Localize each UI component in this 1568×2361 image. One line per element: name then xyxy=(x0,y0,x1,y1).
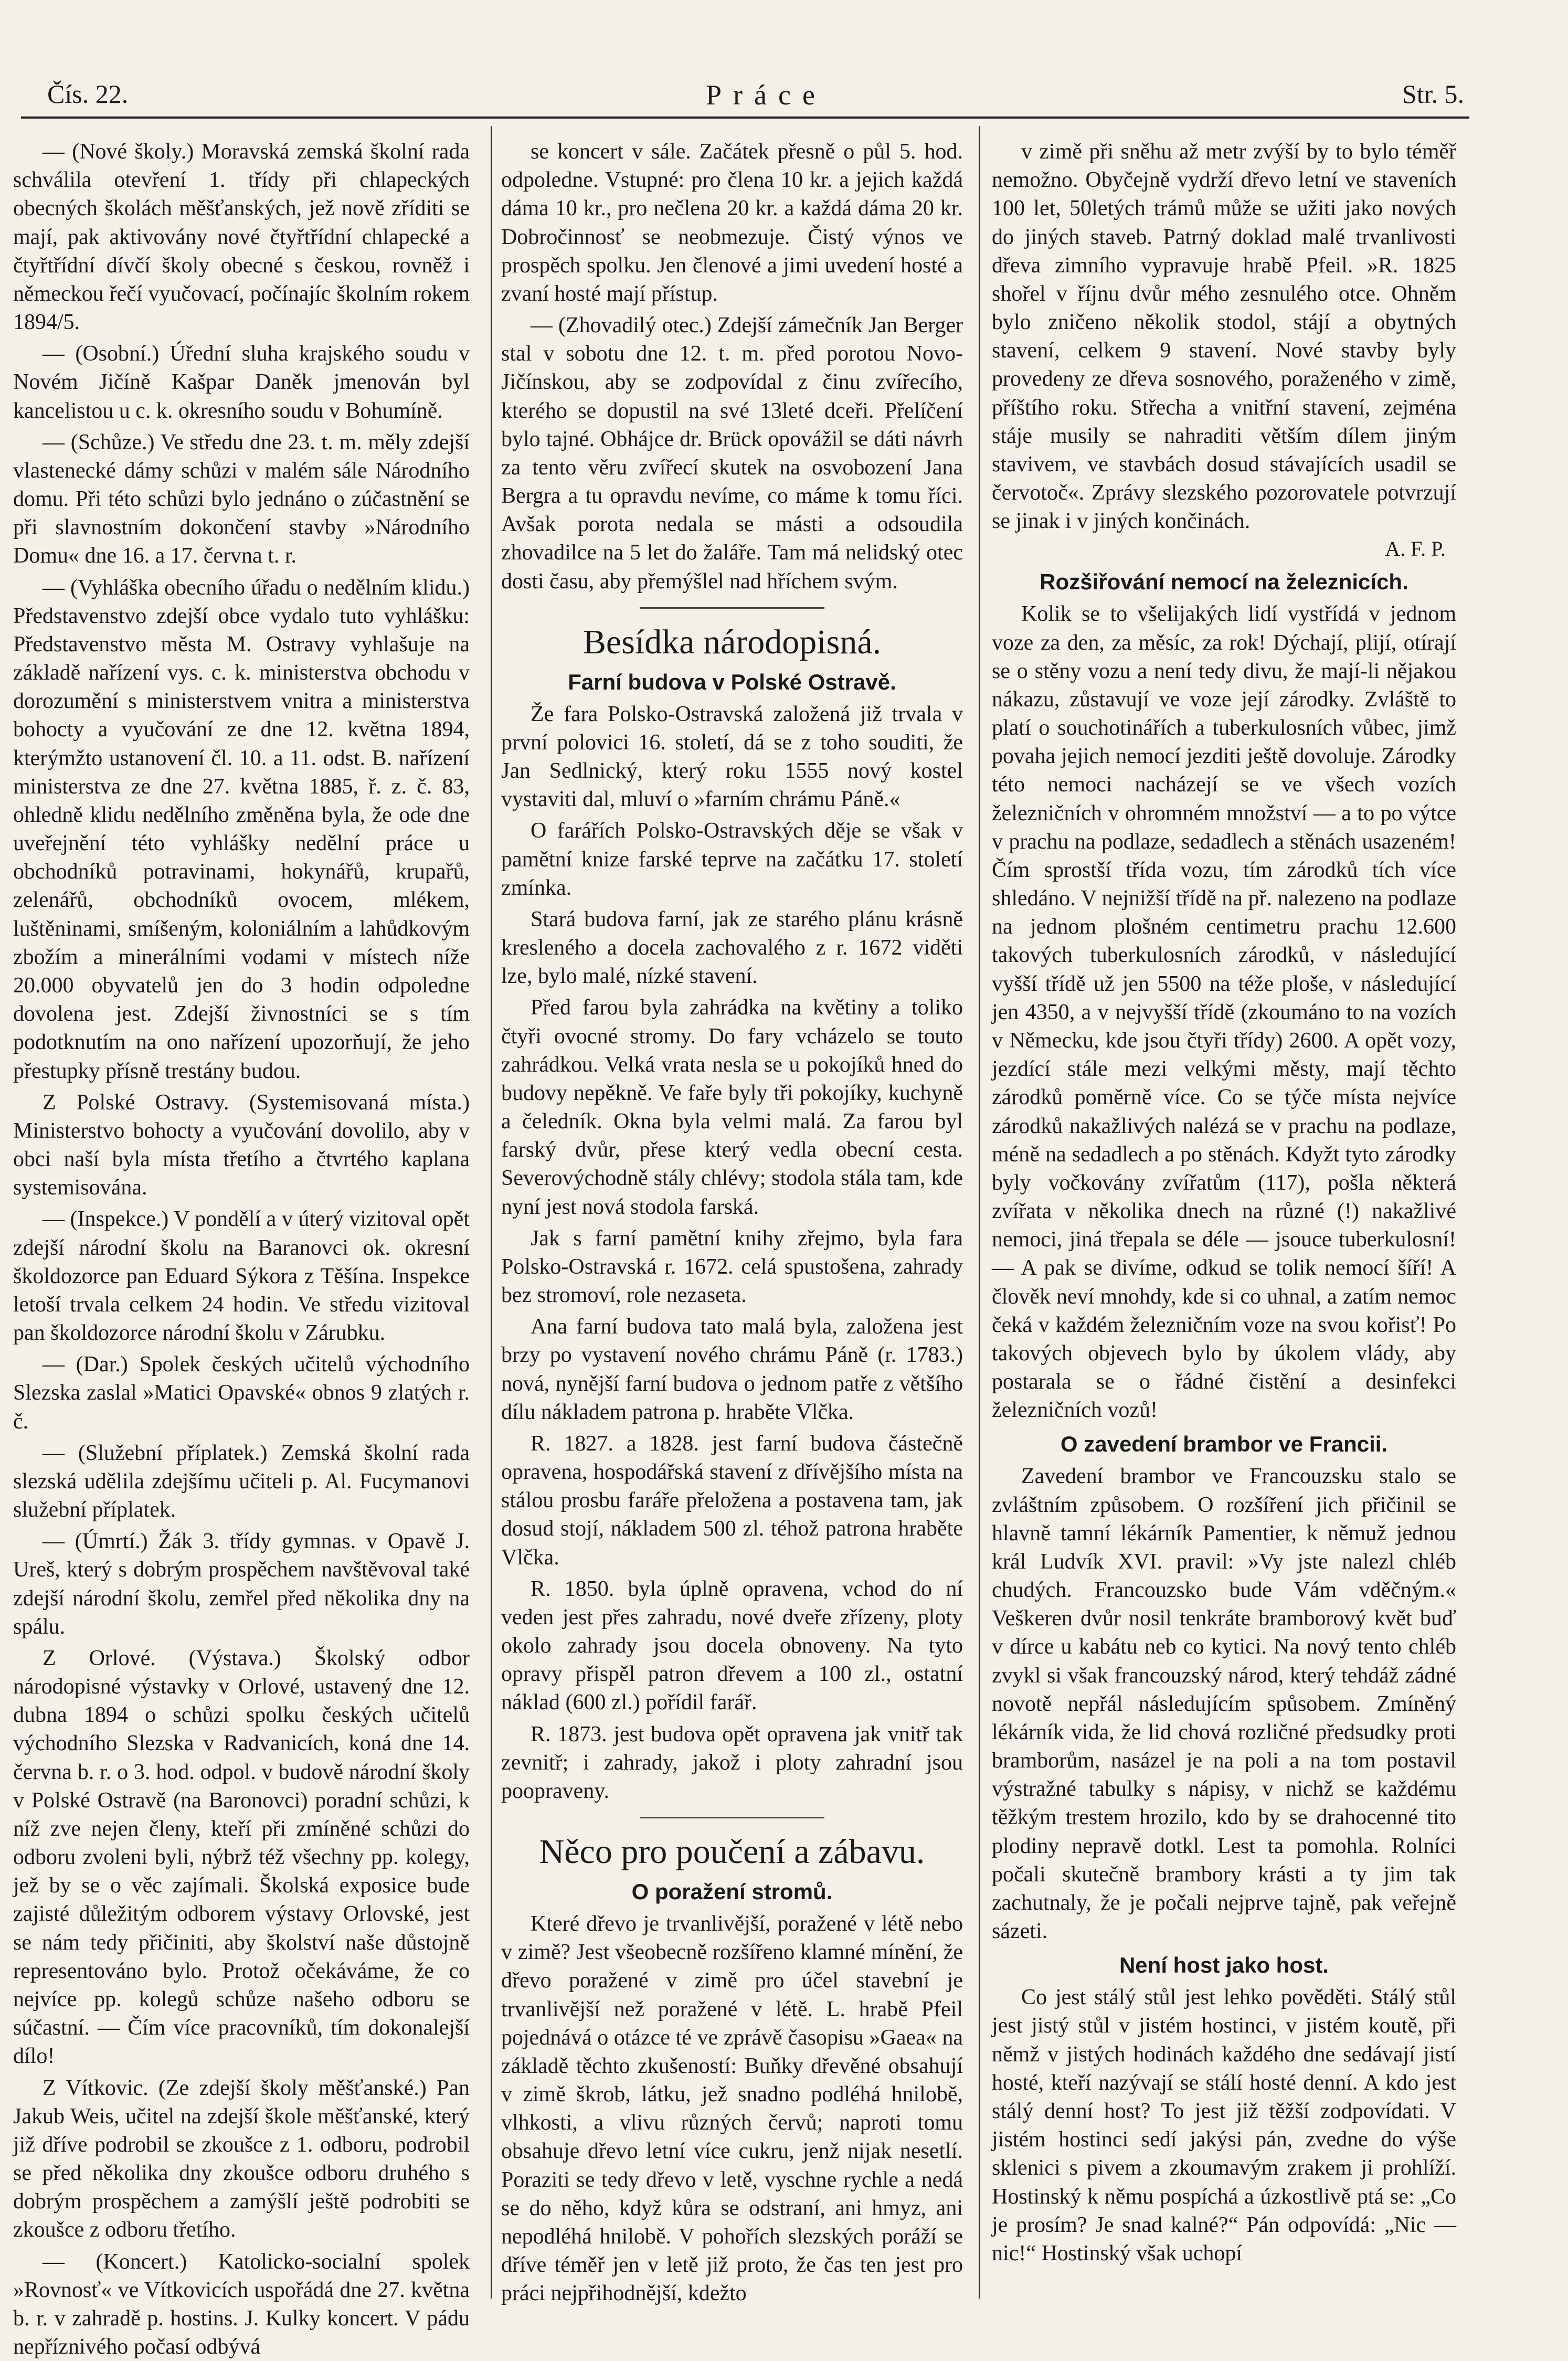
news-item: se koncert v sále. Začátek přesně o půl 5. hod. odpoledne. Vstupné: pro člena 10 kr. a jejich každá dáma 10 kr., pro nečlena 20 kr. a každá dáma 20 kr. Dobročinnosť se neobmezuje. Čistý výnos ve prospěch spolku. Jen členové a jimi uvedení hosté a zvaní hosté mají přístup. xyxy=(501,140,963,306)
article-title: Farní budova v Polské Ostravě. xyxy=(568,669,896,694)
column-divider xyxy=(979,126,980,2299)
header-rule xyxy=(21,117,1469,119)
article-title: O poražení stromů. xyxy=(631,1879,833,1904)
news-item: — (Schůze.) Ve středu dne 23. t. m. měly zdejší vlastenecké dámy schůzi v malém sále Národního domu. Při této schůzi bylo jednáno o zúčastnění se při slavnostním dokončení stavby »Národního Domu« dne 16. a 17. června t. r. xyxy=(13,430,470,568)
column-2 xyxy=(501,137,963,2306)
news-item: — (Úmrtí.) Žák 3. třídy gymnas. v Opavě J. Ureš, který s dobrým prospěchem navštěvoval také zdejší národní školu, zemřel před několika dny na spálu. xyxy=(13,1529,470,1639)
news-item: — (Inspekce.) V pondělí a v úterý vizitoval opět zdejší národní školu na Baranovci ok. okresní školdozorce pan Eduard Sýkora z Těšína. Inspekce letoší trvala celkem 24 hodin. Ve středu vizitoval pan školdozorce národní školu v Zárubku. xyxy=(13,1207,470,1346)
article-paragraph: R. 1850. byla úplně opravena, vchod do ní veden jest přes zahradu, nové dveře zřízeny, ploty okolo zahrady jsou docela obnoveny. Na tyto opravy přispěl patron dřevem a 100 zl., ostatní náklad (600 zl.) pořídil farář. xyxy=(501,1576,963,1715)
page-header xyxy=(47,79,1464,115)
section-divider xyxy=(640,607,824,609)
section-divider xyxy=(640,1817,824,1818)
author-signature: A. F. P. xyxy=(1385,537,1446,561)
news-item: — (Dar.) Spolek českých učitelů východního Slezska zaslal »Matici Opavské« obnos 9 zlatých r. č. xyxy=(13,1352,470,1434)
column-1 xyxy=(13,137,470,2359)
article-paragraph: R. 1827. a 1828. jest farní budova částečně opravena, hospodářská stavení z dřívějšího místa na stálou prosbu faráře přeložena a postavena tam, jak dosud stojí, nákladem 500 zl. téhož patrona hraběte Vlčka. xyxy=(501,1431,963,1570)
news-item: — (Zhovadilý otec.) Zdejší zámečník Jan Berger stal v sobotu dne 12. t. m. před porotou Novo-Jičínskou, aby se zodpovídal z činu zvířecího, kterého se dopustil na své 13leté dceři. Přelíčení bylo tajné. Obhájce dr. Brück opovážil se dáti návrh za tento věru zvířecí skutek na osvobození Jana Bergra a tu opravdu nevíme, co máme k tomu říci. Avšak porota nedala se másti a odsoudila zhovadilce na 5 let do žaláře. Tam má nelidský otec dosti času, aby přemýšlel nad hříchem svým. xyxy=(501,313,963,594)
news-item: Z Vítkovic. (Ze zdejší školy měšťanské.) Pan Jakub Weis, učitel na zdejší škole měšťanské, který již dříve podrobil se zkoušce z 1. odboru, podrobil se před několika dny zkoušce odboru druhého s dobrým prospěchem a zamýšlí ještě podrobiti se zkoušce z odboru třetího. xyxy=(13,2076,470,2242)
column-divider xyxy=(491,126,492,2299)
article-paragraph: Ana farní budova tato malá byla, založena jest brzy po vystavení nového chrámu Páně (r. 1783.) nová, nynější farní budova o jednom patře z většího dílu nákladem patrona p. hraběte Vlčka. xyxy=(501,1315,963,1424)
news-item: Z Polské Ostravy. (Systemisovaná místa.) Ministerstvo bohocty a vyučování dovolilo, aby v obci naší byla místa třetího a čtvrtého kaplana systemisována. xyxy=(13,1090,470,1200)
news-item: Z Orlové. (Výstava.) Školský odbor národopisné výstavky v Orlové, ustavený dne 12. dubna 1894 o schůzi spolku českých učitelů východního Slezska v Radvanicích, koná dne 14. června b. r. o 3. hod. odpol. v budově národní školy v Polské Ostravě (na Baronovci) poradní schůzi, k níž zve nejen členy, kteří při zmíněné schůzi do odboru zvoleni byli, nýbrž též všechny pp. kolegy, jež by se o věc zajímali. Školská exposice bude zajisté důležitým odborem výstavy Orlovské, jest se nám tedy přičiniti, aby školství naše důstojně representováno bylo. Protož očekáváme, že co nejvíce pp. kolegů schůze našeho odboru se súčastní. — Čím více pracovníků, tím dokonalejší dílo! xyxy=(13,1646,470,2069)
article-paragraph: O farářích Polsko-Ostravských děje se však v pamětní knize farské teprve na začátku 17. století zmínka. xyxy=(501,819,963,900)
article-paragraph: Které dřevo je trvanlivější, poražené v létě nebo v zimě? Jest všeobecně rozšířeno klamné mínění, že dřevo poražené v zimě pro účel stavební je trvanlivější než poražené v létě. L. hrabě Pfeil pojednává o otázce té ve zprávě časopisu »Gaea« na základě těchto zkušeností: Buňky dřevěné obsahují v zimě škrob, látku, jež snadno podléhá hnilobě, vlhkosti, a vlivu různých červů; naproti tomu obsahuje dřevo letní více cukru, jenž nijak nesetlí. Poraziti se tedy dřevo v letě, vyschne rychle a nedá se do něho, když kůra se odstraní, ani hmyz, ani nepodléhá hnilobě. V pohořích slezských poráží se dříve téměř jen v letě již proto, že čas ten jest pro práci nejpřihodnější, kdežto xyxy=(501,1912,963,2306)
article-title: Rozšiřování nemocí na železnicích. xyxy=(1040,569,1408,595)
article-paragraph: Co jest stálý stůl jest lehko pověděti. Stálý stůl jest jistý stůl v jistém hostinci, v jistém koutě, při němž v jistých hodinách každého dne sedávají jistí hosté, kteří nazývají se stálí hosté denní. A kdo jest stálý denní host? To jest již těžší zodpovídati. V jistém hostinci sedí jakýsi pán, zvedne do výše sklenici s pivem a zkoumavým zrakem ji prohlíží. Hostinský k němu pospíchá a úzkostlivě ptá se: „Co je prosím? Je snad kalné?“ Pán odpovídá: „Nic — nic!“ Hostinský však uchopí xyxy=(992,1985,1456,2265)
article-paragraph: R. 1873. jest budova opět opravena jak vnitř tak zevnitř; i zahrady, jakož i ploty zahradní jsou poopraveny. xyxy=(501,1722,963,1803)
article-paragraph: Že fara Polsko-Ostravská založená již trvala v první polovici 16. století, dá se z toho souditi, že Jan Sedlnický, který roku 1555 nový kostel vystaviti dal, mluví o »farním chrámu Páně.« xyxy=(501,702,963,812)
article-paragraph: v zimě při sněhu až metr zvýší by to bylo téměř nemožno. Obyčejně vydrží dřevo letní ve staveních 100 let, 50letých trámů může se užiti jako nových do jiných staveb. Patrný doklad malé trvanlivosti dřeva zimního vypravuje hrabě Pfeil. »R. 1825 shořel v říjnu dvůr mého zesnulého otce. Ohněm bylo zničeno několik stodol, stájí a obytných stavení, celkem 9 stavení. Nové stavby byly provedeny ze dřeva sosnového, poraženého v zimě, příštího roku. Střecha a vnitřní stavení, zejména stáje musily se nahraditi větším dílem jiným stavivem, ve stavbách dosud stávajících usadil se červotoč«. Zprávy slezského pozorovatele potvrzují se jinak i v jiných končinách. xyxy=(992,140,1456,534)
column-3 xyxy=(992,137,1456,2300)
section-title: Něco pro poučení a zábavu. xyxy=(539,1833,925,1871)
article-paragraph: Stará budova farní, jak ze starého plánu krásně kresleného a docela zachovalého z r. 1672 viděti lze, bylo malé, nízké stavení. xyxy=(501,907,963,989)
issue-number: Čís. 22. xyxy=(47,79,129,109)
article-title: O zavedení brambor ve Francii. xyxy=(1060,1432,1388,1457)
news-item: — (Služební příplatek.) Zemská školní rada slezská udělila zdejšímu učiteli p. Al. Fucymanovi služební příplatek. xyxy=(13,1441,470,1522)
news-item: — (Nové školy.) Moravská zemská školní rada schválila otevření 1. třídy při chlapeckých obecných školách měšťanských, jež nově zříditi se mají, pak aktivovány nové čtyřtřídní chlapecké a čtyřtřídní dívčí školy obecné s českou, rovněž i německou řečí vyučovací, počínajíc školním rokem 1894/5. xyxy=(13,140,470,335)
article-paragraph: Před farou byla zahrádka na květiny a toliko čtyři ovocné stromy. Do fary vcházelo se touto zahrádkou. Velká vrata nesla se u pokojíků hned do budovy nepěkně. Ve faře byly tři pokojíky, kuchyně a čeledník. Okna byla velmi malá. Za farou byl farský dvůr, přese který vedla obecní cesta. Severovýchodně stály chlévy; stodola stála tam, kde nyní jest nová stodola farská. xyxy=(501,996,963,1219)
article-paragraph: Jak s farní pamětní knihy zřejmo, byla fara Polsko-Ostravská r. 1672. celá spustošena, zahrady bez stromoví, role nezaseta. xyxy=(501,1226,963,1308)
article-paragraph: Zavedení brambor ve Francouzsku stalo se zvláštním způsobem. O rozšíření jich přičinil se hlavně tamní lékárník Pamentier, k němuž jednou král Ludvík XVI. pravil: »Vy jste nalezl chléb chudých. Francouzsko bude Vám vděčným.« Veškeren dvůr nosil tenkráte bramborový květ buď v dírce u kabátu neb co kytici. Na nový tento chléb zvykl si však francouzský národ, který tehdáž zádné novotě nepřál následujícím spůsobem. Zmíněný lékárník vida, že lid chová rozličné předsudky proti bramborům, nasázel je na poli a na tom postavil výstražné tabulky s nápisy, v nichž se každému těžkým trestem hrozilo, kdo by se drahocenné tito plodiny nepravě dotkl. Lest ta pomohla. Rolníci počali skutečně brambory krásti a ty jim tak zachutnaly, že je počali nejprve tajně, pak veřejně sázeti. xyxy=(992,1464,1456,1944)
news-item: — (Osobní.) Úřední sluha krajského soudu v Novém Jičíně Kašpar Daněk jmenován byl kancelistou u c. k. okresního soudu v Bohumíně. xyxy=(13,342,470,423)
news-item: — (Koncert.) Katolicko-socialní spolek »Rovnosť« ve Vítkovicích uspořádá dne 27. května b. r. v zahradě p. hostins. J. Kulky koncert. V pádu nepříznivého počasí odbývá xyxy=(13,2249,470,2359)
section-title: Besídka národopisná. xyxy=(582,622,882,661)
page-number: Str. 5. xyxy=(1402,79,1464,109)
newspaper-title: Práce xyxy=(706,79,827,111)
article-paragraph: Kolik se to všelijakých lidí vystřídá v jednom voze za den, za měsíc, za rok! Dýchají, plijí, otírají se o stěny vozu a není tedy divu, že mají-li nějakou nákazu, zůstavují ve voze její zárodky. Zvláště to platí o souchotinářích a tuberkulosních vůbec, jimž povaha jejich nemocí jezditi ještě dovoluje. Zárodky této nemoci nacházejí se ve všech vozích železničních v ohromném množství — a to po výtce v prachu na podlaze, sedadlech a stěnách usazeném! Čím sprostší třída vozu, tím zárodků tích více shledáno. V nejnižší třídě na př. nalezeno na podlaze na jednom plošném centimetru prachu 12.600 takových tuberkulosních zárodků, v následující vyšší třídě už jen 5500 na téže ploše, v následující jen 4350, a v nejvyšší třídě (zkoumáno to na vozích v Německu, kde jsou čtyři třídy) 2600. A opět vozy, jezdící stále mezi velkými městy, mají těchto zárodků poměrně více. Co se týče místa nejvíce zárodků nakažlivých nalézá se v prachu na podlaze, méně na sedadlech a po stěnách. Kdyžt tyto zárodky byly vočkovány zvířatům (117), pošla některá zvířata v několika dnech na různé (!) nakažlivé nemoci, jiná třepala se déle — jsouce tuberkulosní! — A pak se divíme, odkud se tolik nemocí šíří! A člověk neví mnohdy, kde si co uhnal, a zatím nemoc čeká v každém železničním voze na svou kořisť! Po takových objevech bylo by úkolem vlády, aby postarala se o řádné čistění a desinfekci železničních vozů! xyxy=(992,602,1456,1423)
article-title: Není host jako host. xyxy=(1119,1953,1329,1978)
news-item: — (Vyhláška obecního úřadu o nedělním klidu.) Představenstvo zdejší obce vydalo tuto vyhlášku: Představenstvo města M. Ostravy vyhlašuje na základě nařízení vys. c. k. ministerstva obchodu v dorozumění s ministerstvem vnitra a ministerstva bohocty a vyučování ze dne 12. května 1894, kterýmžto ustanovení čl. 10. a 11. odst. B. nařízení ministerstva ze dne 27. května 1885, ř. z. č. 83, ohledně klidu nedělního změněna byla, že ode dne uveřejnění této vyhlášky nedělní práce u obchodníků potravinami, hokynářů, krupařů, zelenářů, obchodníků ovocem, mlékem, luštěninami, smíšeným, koloniálním a lahůdkovým zbožím a minerálními vodami v místech níže 20.000 obyvatelů jen do 3 hodin odpoledne dovolena jest. Zdejší živnostníci se s tím podotknutím na ono nařízení upozorňují, že jeho přestupky přísně trestány budou. xyxy=(13,575,470,1083)
